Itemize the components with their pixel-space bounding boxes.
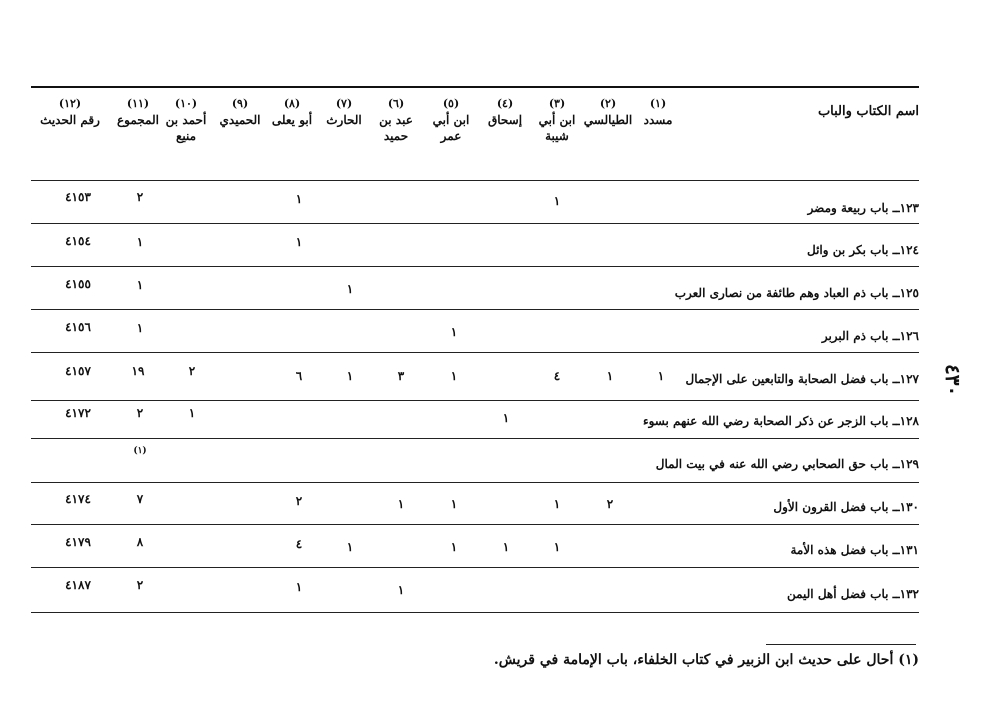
header-col-12 [40,96,100,128]
row-131-col-8: ٤ [295,537,303,551]
header-col-3-label: ابن أبي شيبة [538,113,576,143]
row-rule [31,266,919,267]
header-col-7-label: الحارث [326,113,362,127]
row-123-col-8: ١ [295,192,303,206]
row-125-col-12: ٤١٥٥ [65,277,91,291]
row-127-col-1: ١ [657,369,665,383]
row-132-col-11: ٢ [136,578,144,592]
header-col-10-label: أحمد بن منيع [165,113,207,143]
header-col-6 [366,96,426,144]
row-label-130: ١٣٠ــ باب فضل القرون الأول [773,500,919,514]
row-label-129: ١٢٩ــ باب حق الصحابي رضي الله عنه في بيت المال [655,457,919,471]
row-130-col-3: ١ [553,497,561,511]
header-col-5 [421,96,481,144]
row-rule [31,352,919,353]
row-127-col-8: ٦ [295,369,303,383]
header-col-4 [475,96,535,128]
row-128-col-11: ٢ [136,406,144,420]
row-127-col-10: ٢ [188,364,196,378]
header-col-11-label: المجموع [117,113,159,127]
row-123-col-11: ٢ [136,190,144,204]
row-127-col-12: ٤١٥٧ [65,364,91,378]
header-col-8-num: (٨) [283,97,301,110]
header-col-9-num: (٩) [231,97,249,110]
row-label-128: ١٢٨ــ باب الزجر عن ذكر الصحابة رضي الله عنهم بسوء [642,414,919,428]
row-130-col-6: ١ [397,497,405,511]
table-top-rule [31,86,919,88]
header-col-12-num: (١٢) [58,97,82,110]
header-col-3-num: (٣) [548,97,566,110]
header-col-2-num: (٢) [599,97,617,110]
row-131-col-11: ٨ [136,535,144,549]
header-col-2-label: الطيالسي [583,113,633,127]
row-rule [31,524,919,525]
row-rule [31,482,919,483]
header-bottom-rule [31,180,919,181]
header-title: اسم الكتاب والباب [817,104,919,119]
row-125-col-7: ١ [346,282,354,296]
row-131-col-12: ٤١٧٩ [65,535,91,549]
header-col-5-num: (٥) [442,97,460,110]
header-col-1-label: مسدد [643,113,673,127]
row-132-col-8: ١ [295,580,303,594]
row-126-col-12: ٤١٥٦ [65,320,91,334]
row-127-col-5: ١ [450,369,458,383]
row-126-col-5: ١ [450,325,458,339]
row-124-col-11: ١ [136,235,144,249]
table-bottom-rule [31,612,919,613]
row-130-col-8: ٢ [295,494,303,508]
row-124-col-12: ٤١٥٤ [65,234,91,248]
header-col-4-num: (٤) [496,97,514,110]
row-125-col-11: ١ [136,278,144,292]
header-col-6-num: (٦) [387,97,405,110]
header-col-6-label: عبد بن حميد [379,113,413,143]
header-col-11-num: (١١) [126,97,150,110]
row-132-col-12: ٤١٨٧ [65,578,91,592]
footnote-separator [766,644,916,645]
row-label-124: ١٢٤ــ باب بكر بن وائل [807,243,919,257]
row-label-125: ١٢٥ــ باب ذم العباد وهم طائفة من نصارى العرب [674,286,919,300]
header-col-9 [210,96,270,128]
row-131-col-7: ١ [346,540,354,554]
row-127-col-7: ١ [346,369,354,383]
header-col-2 [578,96,638,128]
row-label-132: ١٣٢ــ باب فضل أهل اليمن [786,587,919,601]
page-number: ٤٣٠ [941,363,965,397]
row-rule [31,400,919,401]
row-label-131: ١٣١ــ باب فضل هذه الأمة [790,543,919,557]
row-124-col-8: ١ [295,235,303,249]
row-131-col-4: ١ [502,540,510,554]
row-127-col-6: ٣ [397,369,405,383]
row-128-col-12: ٤١٧٢ [65,406,91,420]
footnote: (١) أحال على حديث ابن الزبير في كتاب الخلفاء، باب الإمامة في قريش. [493,652,919,668]
row-130-col-12: ٤١٧٤ [65,492,91,506]
row-rule [31,309,919,310]
row-label-126: ١٢٦ــ باب ذم البربر [821,329,919,343]
header-col-3 [527,96,587,144]
header-col-7 [314,96,374,128]
header-col-8 [262,96,322,128]
row-131-col-5: ١ [450,540,458,554]
row-130-col-5: ١ [450,497,458,511]
row-130-col-11: ٧ [136,492,144,506]
row-rule [31,438,919,439]
row-123-col-12: ٤١٥٣ [65,190,91,204]
row-128-col-10: ١ [188,406,196,420]
row-rule [31,567,919,568]
row-rule [31,223,919,224]
row-label-123: ١٢٣ــ باب ربيعة ومضر [807,201,919,215]
row-131-col-3: ١ [553,540,561,554]
row-127-col-3: ٤ [553,369,561,383]
row-129-col-11-footnote-mark: (١) [133,446,147,456]
header-col-9-label: الحميدي [219,113,261,127]
row-127-col-11: ١٩ [131,364,145,378]
row-label-127: ١٢٧ــ باب فضل الصحابة والتابعين على الإجمال [685,372,919,386]
header-col-12-label: رقم الحديث [40,113,100,127]
row-127-col-2: ١ [606,369,614,383]
row-123-col-3: ١ [553,194,561,208]
row-126-col-11: ١ [136,321,144,335]
header-col-4-label: إسحاق [487,113,523,127]
row-128-col-4: ١ [502,411,510,425]
header-col-11 [108,96,168,128]
row-130-col-2: ٢ [606,497,614,511]
row-132-col-6: ١ [397,583,405,597]
header-col-1-num: (١) [649,97,667,110]
header-col-7-num: (٧) [335,97,353,110]
header-col-10-num: (١٠) [174,97,198,110]
header-col-8-label: أبو يعلى [271,113,313,127]
header-col-5-label: ابن أبي عمر [432,113,470,143]
